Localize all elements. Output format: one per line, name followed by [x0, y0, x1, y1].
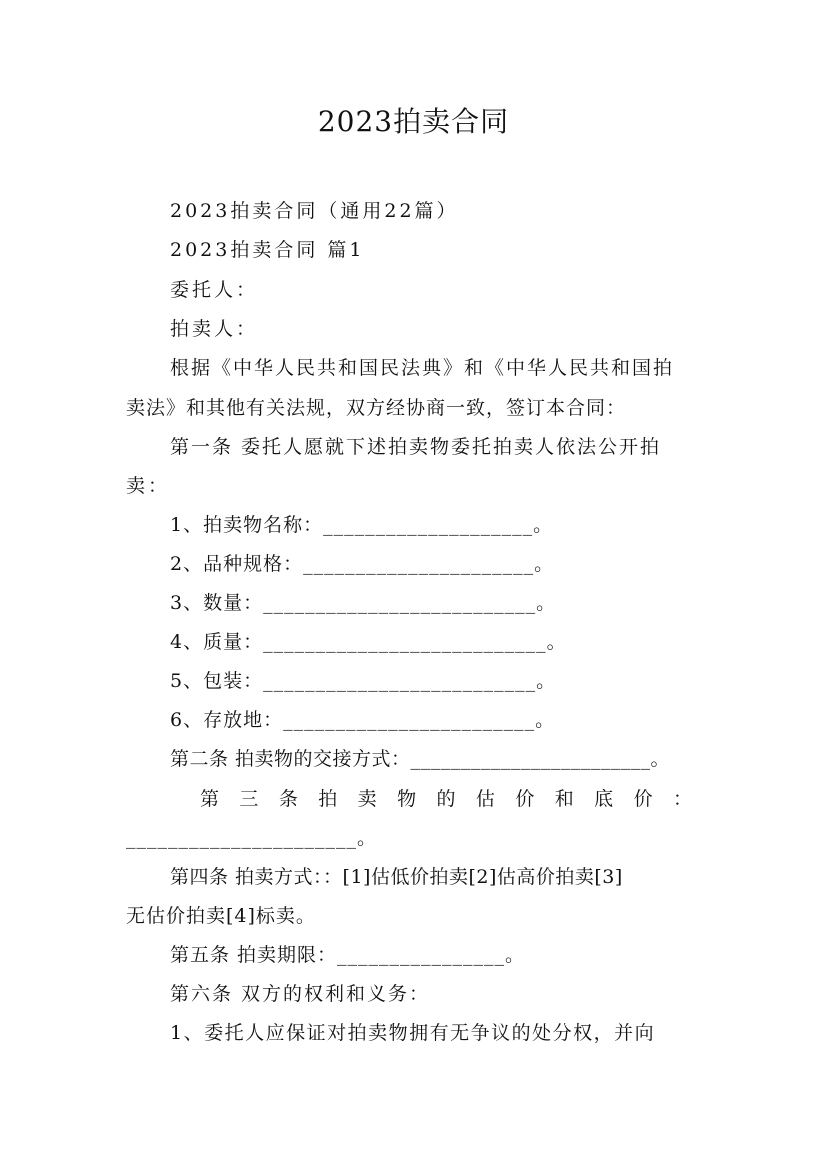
paragraph-line: ______________________。 [126, 827, 378, 849]
list-item: 2、品种规格：______________________。 [170, 553, 555, 575]
subtitle-line: 2023拍卖合同（通用22篇） [170, 200, 459, 222]
document-title: 2023拍卖合同 [317, 105, 510, 138]
list-item: 5、包装：__________________________。 [170, 670, 557, 692]
paragraph-line: 根据《中华人民共和国民法典》和《中华人民共和国拍 [170, 357, 675, 379]
paragraph-line: 拍卖人： [170, 318, 259, 340]
paragraph-line: 无估价拍卖[4]标卖。 [126, 905, 316, 927]
paragraph-line: 第四条 拍卖方式：：[1]估低价拍卖[2]估高价拍卖[3] [170, 866, 623, 888]
paragraph-line: 第六条 双方的权利和义务： [170, 983, 431, 1005]
list-item: 6、存放地：________________________。 [170, 709, 556, 731]
paragraph-line: 第二条 拍卖物的交接方式：________________________。 [170, 748, 671, 770]
paragraph-line: 第 三 条 拍 卖 物 的 估 价 和 底 价 ： [200, 788, 692, 810]
paragraph-line: 委托人： [170, 279, 259, 301]
list-item: 4、质量：___________________________。 [170, 631, 567, 653]
list-item: 3、数量：__________________________。 [170, 592, 557, 614]
section-heading: 2023拍卖合同 篇1 [170, 239, 365, 261]
paragraph-line: 1、委托人应保证对拍卖物拥有无争议的处分权，并向 [170, 1022, 656, 1044]
paragraph-line: 第一条 委托人愿就下述拍卖物委托拍卖人依法公开拍 [170, 436, 662, 458]
paragraph-line: 卖法》和其他有关法规，双方经协商一致，签订本合同： [126, 397, 627, 419]
list-item: 1、拍卖物名称：____________________。 [170, 514, 554, 536]
paragraph-line: 卖： [126, 475, 171, 497]
paragraph-line: 第五条 拍卖期限：________________。 [170, 944, 526, 966]
